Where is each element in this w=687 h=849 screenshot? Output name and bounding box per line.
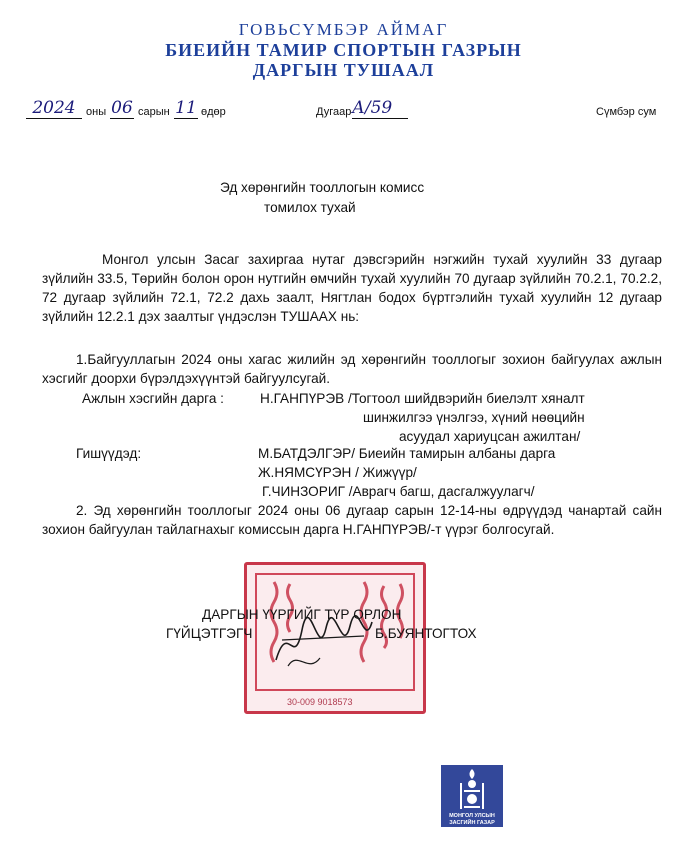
- order-item-1: 1.Байгууллагын 2024 оны хагас жилийн эд хөрөнгийн тооллогыг зохион байгуулах ажлын хэсгийг доорхи бүрэлдэхүүнтэй байгуулсугай.: [42, 352, 662, 386]
- chair-label: Ажлын хэсгийн дарга :: [82, 391, 224, 406]
- date-day-label: өдөр: [201, 106, 226, 118]
- government-logo: [441, 765, 503, 827]
- document-type: ДАРГЫН ТУШААЛ: [252, 60, 435, 80]
- signature-title-line1: ДАРГЫН ҮҮРГИЙГ ТҮР ОРЛОН: [202, 607, 402, 622]
- place-name: Сүмбэр сум: [596, 106, 657, 118]
- date-year: 2024: [26, 98, 82, 119]
- date-day: 11: [175, 98, 197, 118]
- order-preamble: Монгол улсын Засаг захиргаа нутаг дэвсгэрийн нэгжийн тухай хуулийн 33 дугаар зүйлийн 33.5, Төрийн болон орон нутгийн өмчийн тухай хуулийн 70 дугаар зүйлийн 70.2.1, 70.2.2, 72 дугаар зүйлийн 72.1, 72.2 дахь заалт, Нягтлан бодох бүртгэлийн тухай хуулийн 12 дугаар зүйлийн 12.2.1 дэх заалтыг үндэслэн ТУШААХ нь:: [42, 252, 662, 324]
- order-title-line1: Эд хөрөнгийн тооллогын комисс: [220, 180, 425, 195]
- chair-line-2: шинжилгээ үнэлгээ, хүний нөөцийн: [363, 410, 585, 425]
- logo-text-line1: МОНГОЛ УЛСЫН: [449, 813, 495, 819]
- members-label: Гишүүдэд:: [76, 446, 142, 461]
- chair-line-3: асуудал хариуцсан ажилтан/: [399, 429, 581, 444]
- document-number: А/59: [352, 98, 408, 119]
- member-1: М.БАТДЭЛГЭР/ Биеийн тамирын албаны дарга: [258, 446, 556, 461]
- date-month: 06: [111, 98, 133, 118]
- chair-line-1: Н.ГАНПҮРЭВ /Тогтоол шийдвэрийн биелэлт хяналт: [260, 391, 585, 406]
- member-2: Ж.НЯМСҮРЭН / Жижүүр/: [258, 465, 417, 480]
- date-year-label: оны: [86, 106, 107, 118]
- logo-text-line2: ЗАСГИЙН ГАЗАР: [449, 820, 495, 826]
- signature-title-line2: ГҮЙЦЭТГЭГЧ: [166, 626, 253, 641]
- member-3: Г.ЧИНЗОРИГ /Аврагч багш, дасгалжуулагч/: [262, 484, 535, 499]
- date-month-label: сарын: [138, 106, 170, 118]
- org-name: БИЕИЙН ТАМИР СПОРТЫН ГАЗРЫН: [165, 40, 522, 60]
- handwritten-signature-icon: [268, 600, 378, 680]
- date-line: [26, 98, 686, 122]
- stamp-number: 30-009 9018573: [287, 697, 353, 707]
- number-label: Дугаар: [316, 106, 352, 118]
- org-region: ГОВЬСҮМБЭР АЙМАГ: [238, 20, 449, 39]
- order-title-line2: томилох тухай: [264, 200, 356, 215]
- signatory-name: Б.БУЯНТОГТОХ: [375, 626, 477, 641]
- order-item-2: 2. Эд хөрөнгийн тооллогыг 2024 оны 06 дугаар сарын 12-14-ны өдрүүдэд чанартай сайн зохион байгуулан тайлагнахыг комиссын дарга Н.ГАНПҮРЭВ/-т үүрэг болгосугай.: [42, 503, 662, 537]
